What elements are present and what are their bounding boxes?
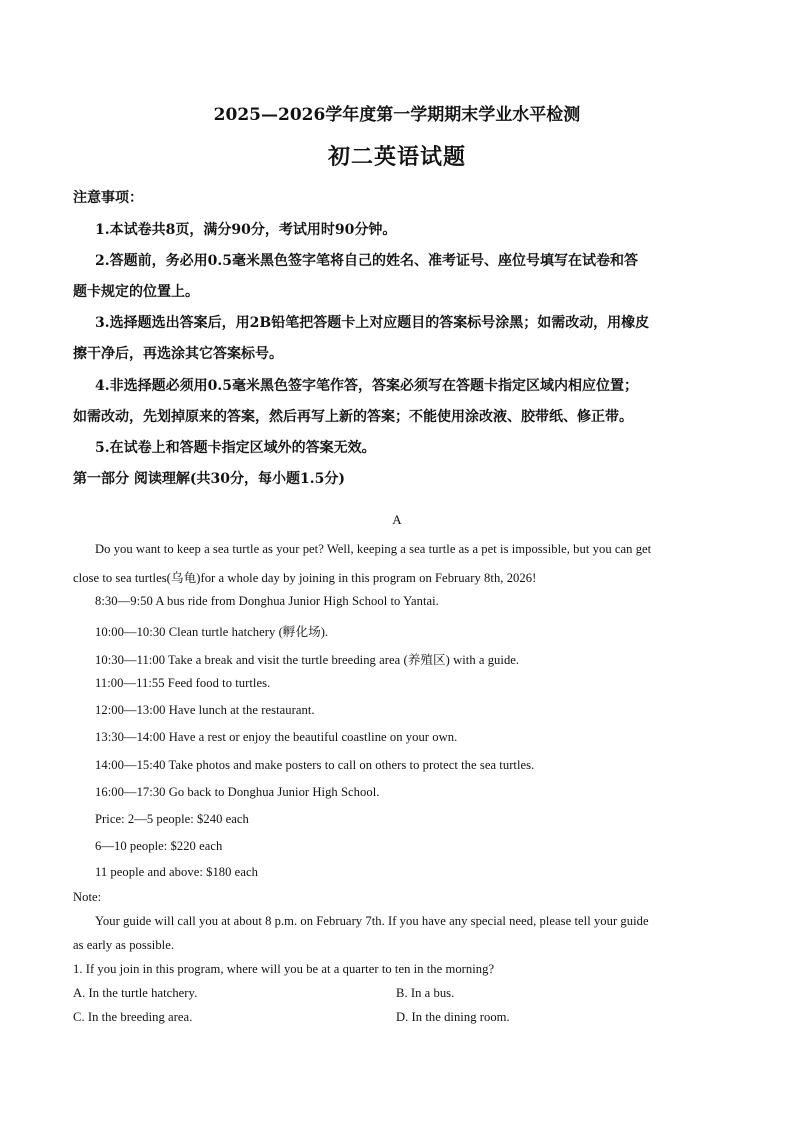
option-d: D. In the dining room.	[396, 1010, 510, 1024]
notice-heading: 注意事项：	[73, 190, 143, 206]
schedule-item: 14:00—15:40 Take photos and make posters to call on others to protect the sea turtles.	[95, 758, 535, 772]
passage-intro-line1: Do you want to keep a sea turtle as your pet? Well, keeping a sea turtle as a pet is impossible, but you can get	[95, 542, 652, 556]
note-line1: Your guide will call you at about 8 p.m. on February 7th. If you have any special need, please tell your guide	[95, 914, 649, 928]
option-c: C. In the breeding area.	[73, 1010, 193, 1024]
schedule-item: 8:30—9:50 A bus ride from Donghua Junior High School to Yantai.	[95, 594, 439, 608]
schedule-item: 10:30—11:00 Take a break and visit the turtle breeding area (养殖区) with a guide.	[95, 653, 520, 667]
exam-title: 2025—2026学年度第一学期期末学业水平检测	[213, 105, 581, 125]
section-heading: 第一部分 阅读理解(共30分，每小题1.5分)	[73, 471, 345, 487]
schedule-item: 16:00—17:30 Go back to Donghua Junior High School.	[95, 785, 380, 799]
notice-item-2-line2: 题卡规定的位置上。	[73, 284, 199, 300]
option-a: A. In the turtle hatchery.	[73, 986, 198, 1000]
passage-label: A	[392, 512, 402, 527]
option-b: B. In a bus.	[396, 986, 455, 1000]
note-line2: as early as possible.	[73, 938, 175, 952]
notice-item-3-line2: 擦干净后，再选涂其它答案标号。	[73, 346, 283, 362]
notice-item-4-line2: 如需改动，先划掉原来的答案，然后再写上新的答案；不能使用涂改液、胶带纸、修正带。	[73, 409, 633, 425]
price-line-3: 11 people and above: $180 each	[95, 865, 258, 879]
notice-item-2-line1: 2.答题前，务必用0.5毫米黑色签字笔将自己的姓名、准考证号、座位号填写在试卷和答	[95, 253, 638, 269]
question-stem: 1. If you join in this program, where will you be at a quarter to ten in the morning?	[73, 962, 495, 976]
notice-item-1: 1.本试卷共8页，满分90分，考试用时90分钟。	[95, 222, 397, 238]
notice-item-5: 5.在试卷上和答题卡指定区域外的答案无效。	[95, 440, 376, 456]
passage-intro-line2: close to sea turtles(乌龟)for a whole day by joining in this program on February 8th, 2026!	[73, 571, 537, 585]
schedule-item: 11:00—11:55 Feed food to turtles.	[95, 676, 271, 690]
schedule-item: 13:30—14:00 Have a rest or enjoy the beautiful coastline on your own.	[95, 730, 458, 744]
note-label: Note:	[73, 890, 102, 904]
price-line-2: 6—10 people: $220 each	[95, 839, 223, 853]
schedule-item: 12:00—13:00 Have lunch at the restaurant.	[95, 703, 315, 717]
schedule-item: 10:00—10:30 Clean turtle hatchery (孵化场).	[95, 625, 329, 639]
notice-item-3-line1: 3.选择题选出答案后，用2B铅笔把答题卡上对应题目的答案标号涂黑；如需改动，用橡皮	[95, 315, 650, 331]
notice-item-4-line1: 4.非选择题必须用0.5毫米黑色签字笔作答，答案必须写在答题卡指定区域内相应位置；	[95, 378, 638, 394]
price-line-1: Price: 2—5 people: $240 each	[95, 812, 249, 826]
exam-subtitle: 初二英语试题	[327, 144, 466, 170]
